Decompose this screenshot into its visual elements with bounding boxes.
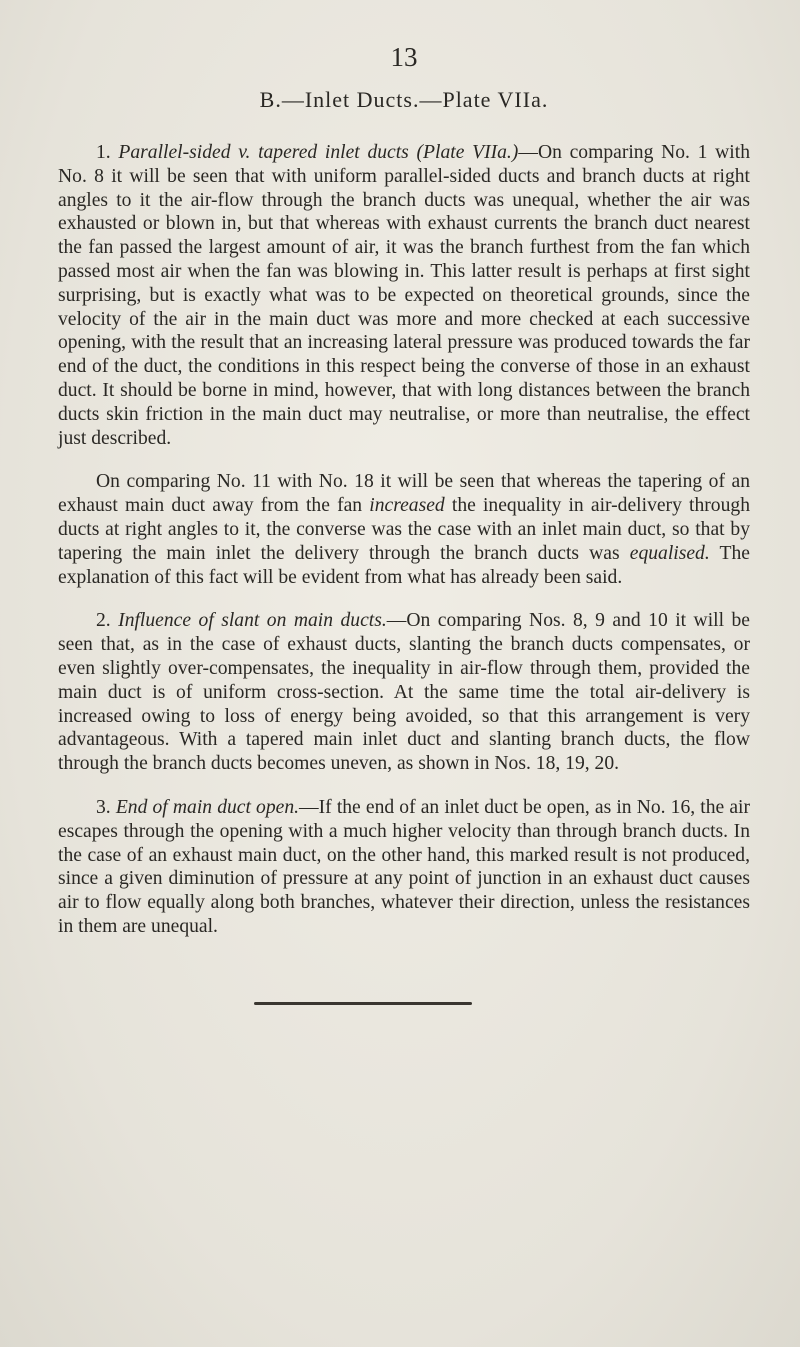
paragraph-2-part-3: The explanation of this fact will be evident from what has already been said. (58, 542, 750, 588)
paragraph-3-number: 2. (96, 610, 119, 632)
paragraph-3-title: Influence of slant on main ducts. (118, 610, 387, 632)
paragraph-2-emphasis-1: increased (369, 495, 445, 517)
paragraph-4-number: 3. (96, 796, 116, 818)
paragraph-4 (58, 796, 750, 939)
paragraph-1-title: Parallel-sided v. tapered inlet ducts (Plate VIIa.) (118, 142, 519, 163)
paragraph-4-title: End of main duct open. (115, 796, 300, 818)
section-heading: B.—Inlet Ducts.—Plate VIIa. (259, 87, 549, 112)
paragraph-1 (58, 141, 750, 450)
paragraph-2-part-1: On comparing No. 11 with No. 18 it will be seen that whereas the tapering of an exhaust main duct away from the fan (58, 471, 750, 517)
paragraph-3 (58, 609, 750, 776)
paragraph-2-emphasis-2: equalised. (629, 542, 710, 564)
paragraph-2 (58, 470, 750, 589)
paragraph-4-body: —If the end of an inlet duct be open, as in No. 16, the air escapes through the opening with a much higher velocity than through branch ducts. In the case of an exhaust main duct, on the other hand, this marked result is not produced, since a given diminution of pressure at any point of junction in an exhaust duct causes air to flow equally along both branches, whatever their direction, unless the resistances in them are unequal. (58, 796, 751, 937)
paragraph-2-part-2: the inequality in air-delivery through ducts at right angles to it, the converse was the case with an inlet main duct, so that by tapering the main inlet the delivery through the branch ducts was (58, 495, 750, 564)
paragraph-3-body: —On comparing Nos. 8, 9 and 10 it will be seen that, as in the case of exhaust ducts, slanting the branch ducts compensates, or even slightly over-compensates, the inequality in air-flow through them, provided the main duct is of uniform cross-section. At the same time the total air-delivery is increased owing to loss of energy being avoided, so that this arrangement is very advantageous. With a tapered main inlet duct and slanting branch ducts, the flow through the branch ducts becomes uneven, as shown in Nos. 18, 19, 20. (58, 610, 750, 775)
section-divider-rule (254, 1002, 472, 1005)
paragraph-1-number: 1. (96, 142, 119, 163)
paragraph-1-body: —On comparing No. 1 with No. 8 it will be seen that with uniform parallel-sided ducts and branch ducts at right angles to it the air-flow through the branch ducts was unequal, whether the air was exhausted or blown in, but that whereas with exhaust currents the branch duct nearest the fan passed the largest amount of air, it was the branch furthest from the fan which passed most air when the fan was blowing in. This latter result is perhaps at first sight surprising, but is exactly what was to be expected on theoretical grounds, since the velocity of the air in the main duct was more and more checked at each successive opening, with the result that an increasing lateral pressure was produced towards the far end of the duct, the conditions in this respect being the converse of those in an exhaust duct. It should be borne in mind, however, that with long distances between the branch ducts skin friction in the main duct may neutralise, or more than neutralise, the effect just described. (58, 142, 750, 449)
page-number: 13 (390, 42, 418, 72)
